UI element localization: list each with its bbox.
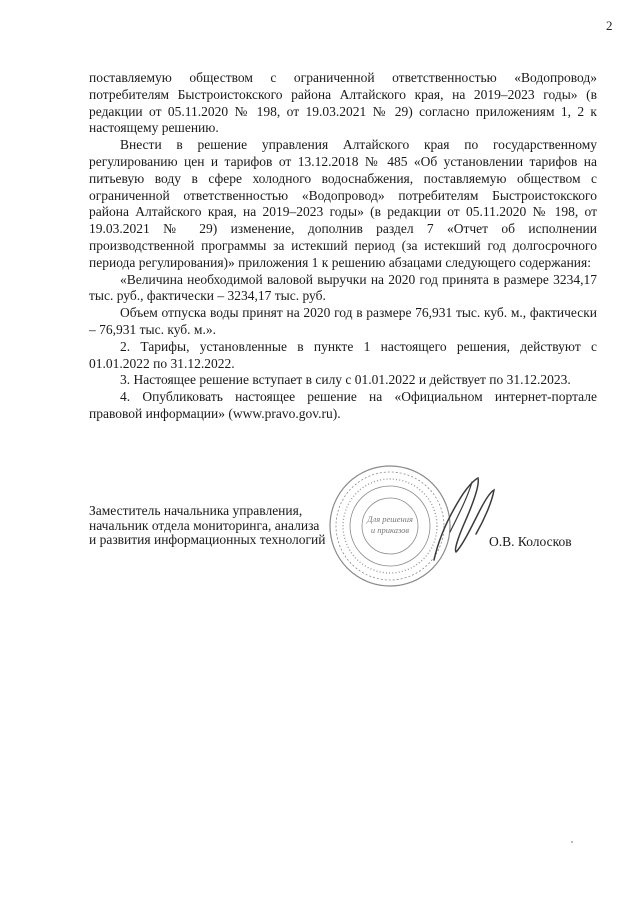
position-line-3: и развития информационных технологий — [89, 532, 326, 547]
page-number: 2 — [606, 18, 613, 33]
paragraph-volume: Объем отпуска воды принят на 2020 год в размере 76,931 тыс. куб. м., фактически – 76,931 тыс. куб. м.». — [89, 305, 597, 337]
seal-text-line1: Для решения — [367, 514, 413, 524]
scan-speck — [571, 841, 573, 843]
paragraph-item-4: 4. Опубликовать настоящее решение на «Официальном интернет-портале правовой информации» (www.pravo.gov.ru). — [89, 389, 597, 421]
paragraph-revenue: «Величина необходимой валовой выручки на 2020 год принята в размере 3234,17 тыс. руб., фактически – 3234,17 тыс. руб. — [89, 271, 597, 304]
position-line-1: Заместитель начальника управления, — [89, 503, 303, 518]
document-body — [89, 70, 597, 423]
seal-text-line2: и приказов — [370, 525, 410, 535]
paragraph-item-3: 3. Настоящее решение вступает в силу с 01.01.2022 и действует по 31.12.2023. — [120, 372, 571, 388]
handwritten-signature — [420, 472, 500, 567]
paragraph-continuation: поставляемую обществом с ограниченной ответственностью «Водопровод» потребителям Быстроистокского района Алтайского края, на 2019–2023 годы» (в редакции от 05.11.2020 № 198, от 19.03.2021 № 29) согласно приложениям 1, 2 к настоящему решению. — [89, 70, 597, 136]
position-line-2: начальник отдела мониторинга, анализа — [89, 517, 320, 533]
signatory-name: О.В. Колосков — [489, 534, 572, 549]
paragraph-item-2: 2. Тарифы, установленные в пункте 1 настоящего решения, действуют с 01.01.2022 по 31.12.2022. — [89, 338, 597, 371]
paragraph-amendment: Внести в решение управления Алтайского края по государственному регулированию цен и тарифов от 13.12.2018 № 485 «Об установлении тарифов на питьевую воду в сфере холодного водоснабжения, поставляемую обществом с ограниченной ответственностью «Водопровод» потребителям Быстроистокского района Алтайского края, на 2019–2023 годы» (в редакции от 05.11.2020 № 198, от 19.03.2021 № 29) изменение, дополнив раздел 7 «Отчет об исполнении производственной программы за истекший период (за истекший год долгосрочного периода регулирования)» приложения 1 к решению абзацами следующего содержания: — [89, 137, 597, 270]
signatory-position — [89, 504, 389, 548]
